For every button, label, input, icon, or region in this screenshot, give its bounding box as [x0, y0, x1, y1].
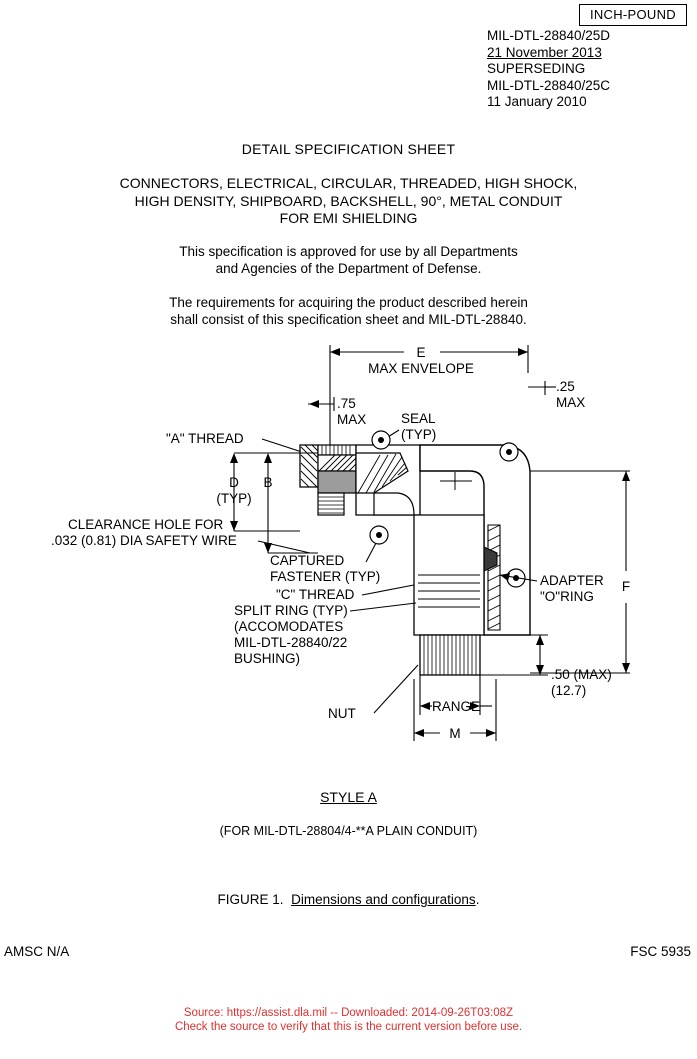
label-75: .75	[337, 396, 356, 411]
label-25-max: MAX	[556, 395, 586, 410]
leader-nut	[374, 665, 418, 713]
amsc-label: AMSC N/A	[4, 944, 70, 959]
inch-pound-badge: INCH-POUND	[579, 4, 687, 26]
label-oring: "O"RING	[540, 589, 594, 604]
label-captured-1: CAPTURED	[270, 553, 345, 568]
arrow-d-top	[230, 453, 238, 463]
label-d-typ: (TYP)	[216, 491, 252, 506]
approval-line1: This specification is approved for use by all Departments	[179, 244, 518, 259]
fsc-label: FSC 5935	[630, 944, 691, 959]
superseded-date: 11 January 2010	[487, 94, 587, 109]
approval-line2: and Agencies of the Department of Defense.	[215, 261, 482, 276]
arrow-75	[309, 400, 319, 408]
label-split-4: BUSHING)	[234, 651, 301, 666]
style-caption	[0, 789, 697, 805]
spec-sheet-title: DETAIL SPECIFICATION SHEET	[241, 141, 456, 157]
label-split-3: MIL-DTL-28840/22	[234, 635, 348, 650]
arrow-b-top	[264, 453, 272, 463]
label-e: E	[416, 345, 426, 360]
style-caption-text: STYLE A	[320, 789, 377, 805]
document-header-block	[487, 28, 687, 111]
arrow-m-left	[414, 729, 424, 737]
label-b: B	[263, 475, 273, 490]
label-split-1: SPLIT RING (TYP)	[234, 603, 348, 618]
arrow-right-e	[518, 348, 528, 356]
leader-split-ring	[350, 603, 416, 611]
label-d: D	[229, 475, 239, 490]
figure-caption-period: .	[475, 892, 480, 907]
dim-25-lines	[528, 381, 556, 395]
label-75-max: MAX	[337, 412, 367, 427]
arrow-f-bot	[622, 663, 630, 673]
requirements-line1: The requirements for acquiring the product described herein	[169, 295, 528, 310]
figure-caption-prefix: FIGURE 1.	[217, 892, 284, 907]
label-max-envelope: MAX ENVELOPE	[368, 361, 474, 376]
approval-statement	[0, 243, 697, 277]
label-split-2: (ACCOMODATES	[234, 619, 344, 634]
label-nut: NUT	[328, 706, 356, 721]
label-clearance-1: CLEARANCE HOLE FOR	[68, 517, 224, 532]
requirements-statement	[0, 294, 697, 328]
arrow-50-top	[536, 635, 544, 645]
label-a-thread: "A" THREAD	[166, 431, 244, 446]
label-seal-typ: (TYP)	[401, 427, 437, 442]
arrow-left-e	[330, 348, 340, 356]
figure-caption	[0, 892, 697, 907]
doc-date: 21 November 2013	[487, 44, 602, 60]
label-clearance-2: .032 (0.81) DIA SAFETY WIRE	[51, 533, 237, 548]
arrow-m-right	[486, 729, 496, 737]
document-title	[0, 175, 697, 228]
label-m: M	[449, 726, 461, 741]
arrow-range-left	[420, 702, 430, 710]
label-25: .25	[556, 379, 575, 394]
label-c-thread: "C" THREAD	[276, 587, 355, 602]
document-title-line3: FOR EMI SHIELDING	[279, 210, 418, 226]
arrow-f-top	[622, 471, 630, 481]
source-line-1: Source: https://assist.dla.mil -- Downloaded: 2014-09-26T03:08Z	[183, 1007, 514, 1019]
leader-c-thread	[362, 585, 414, 595]
leader-a-thread	[262, 439, 305, 453]
label-seal: SEAL	[401, 411, 436, 426]
superseded-doc: MIL-DTL-28840/25C	[487, 77, 611, 93]
document-title-line1: CONNECTORS, ELECTRICAL, CIRCULAR, THREADED, HIGH SHOCK,	[119, 175, 578, 191]
source-note	[0, 1006, 697, 1034]
doc-number: MIL-DTL-28840/25D	[487, 28, 611, 43]
label-f: F	[621, 579, 631, 594]
requirements-line2: shall consist of this specification sheet and MIL-DTL-28840.	[170, 312, 527, 327]
leader-captured	[366, 543, 376, 562]
label-50-max: .50 (MAX)	[551, 667, 612, 682]
document-title-line2: HIGH DENSITY, SHIPBOARD, BACKSHELL, 90°, METAL CONDUIT	[134, 192, 563, 209]
figure-caption-text: Dimensions and configurations	[291, 892, 476, 907]
conduit-note: (FOR MIL-DTL-28804/4-**A PLAIN CONDUIT)	[219, 824, 478, 838]
dim-f-lines	[530, 471, 630, 673]
label-captured-2: FASTENER (TYP)	[270, 569, 381, 584]
source-line-2: Check the source to verify that this is the current version before use.	[174, 1021, 523, 1033]
figure-drawing	[0, 335, 697, 775]
arrow-d-bot	[230, 521, 238, 531]
label-adapter: ADAPTER	[540, 573, 604, 588]
label-50-mm: (12.7)	[551, 683, 587, 698]
connector-backshell-drawing	[0, 335, 697, 775]
label-range: RANGE	[431, 699, 481, 714]
superseding-label: SUPERSEDING	[487, 61, 586, 76]
